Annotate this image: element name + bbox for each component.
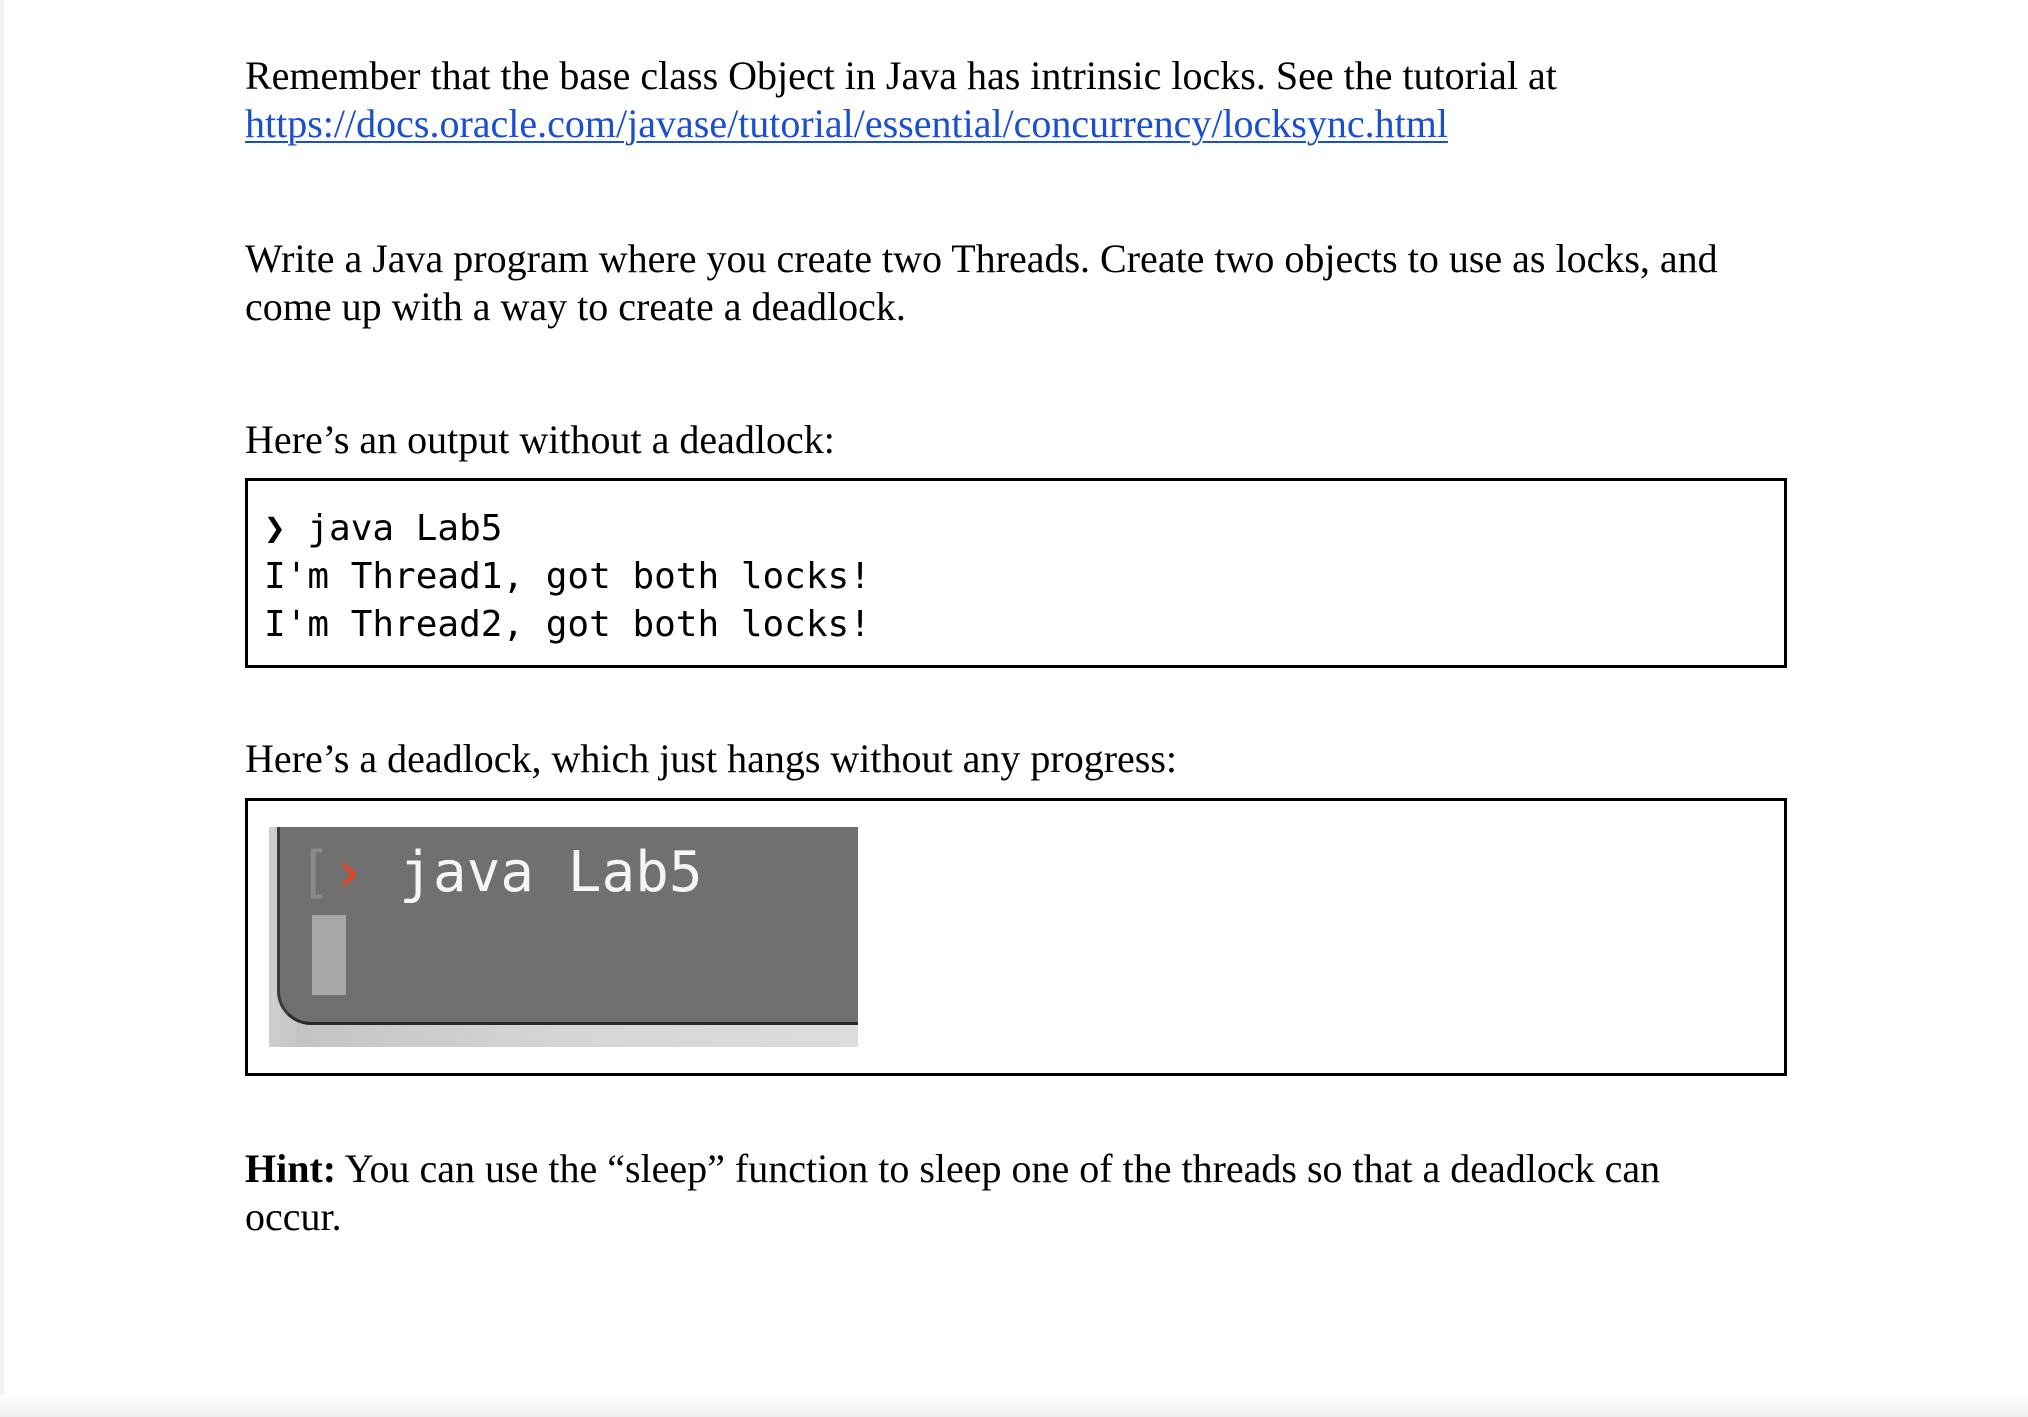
terminal-bracket: [ [298,840,332,905]
deadlock-caption [245,735,1805,783]
page-left-edge [0,0,4,1417]
intro-paragraph [245,52,1805,148]
no-deadlock-caption [245,416,1805,464]
hint-label: Hint: [245,1146,337,1191]
terminal-screenshot-image [269,827,858,1047]
intro-text: Remember that the base class Object in Java has intrinsic locks. See the tutorial at [245,53,1557,98]
deadlock-screenshot-box [245,798,1787,1076]
terminal-prompt-arrow-icon: › [331,840,366,905]
hint-paragraph [245,1145,1805,1241]
console-output-text [264,505,871,649]
task-text-line2: come up with a way to create a deadlock. [245,284,906,329]
terminal-command: java Lab5 [399,840,703,905]
console-line-thread1: I'm Thread1, got both locks! [264,556,871,597]
prompt-arrow-icon: ❯ [264,508,286,549]
task-text-line1: Write a Java program where you create two Threads. Create two objects to use as locks, and [245,236,1718,281]
page-bottom-shade [0,1395,2028,1417]
terminal-window [277,827,858,1025]
tutorial-link[interactable]: https://docs.oracle.com/javase/tutorial/essential/concurrency/locksync.html [245,101,1448,146]
hint-text-line2: occur. [245,1194,342,1239]
console-line-thread2: I'm Thread2, got both locks! [264,604,871,645]
console-output-box [245,478,1787,668]
hint-text-line1: You can use the “sleep” function to sleep one of the threads so that a deadlock can [344,1146,1661,1191]
task-paragraph [245,235,1805,331]
no-deadlock-caption-text: Here’s an output without a deadlock: [245,417,835,462]
terminal-command-line [298,841,703,905]
terminal-cursor [312,915,346,995]
deadlock-caption-text: Here’s a deadlock, which just hangs without any progress: [245,736,1178,781]
console-command: java Lab5 [307,508,503,549]
